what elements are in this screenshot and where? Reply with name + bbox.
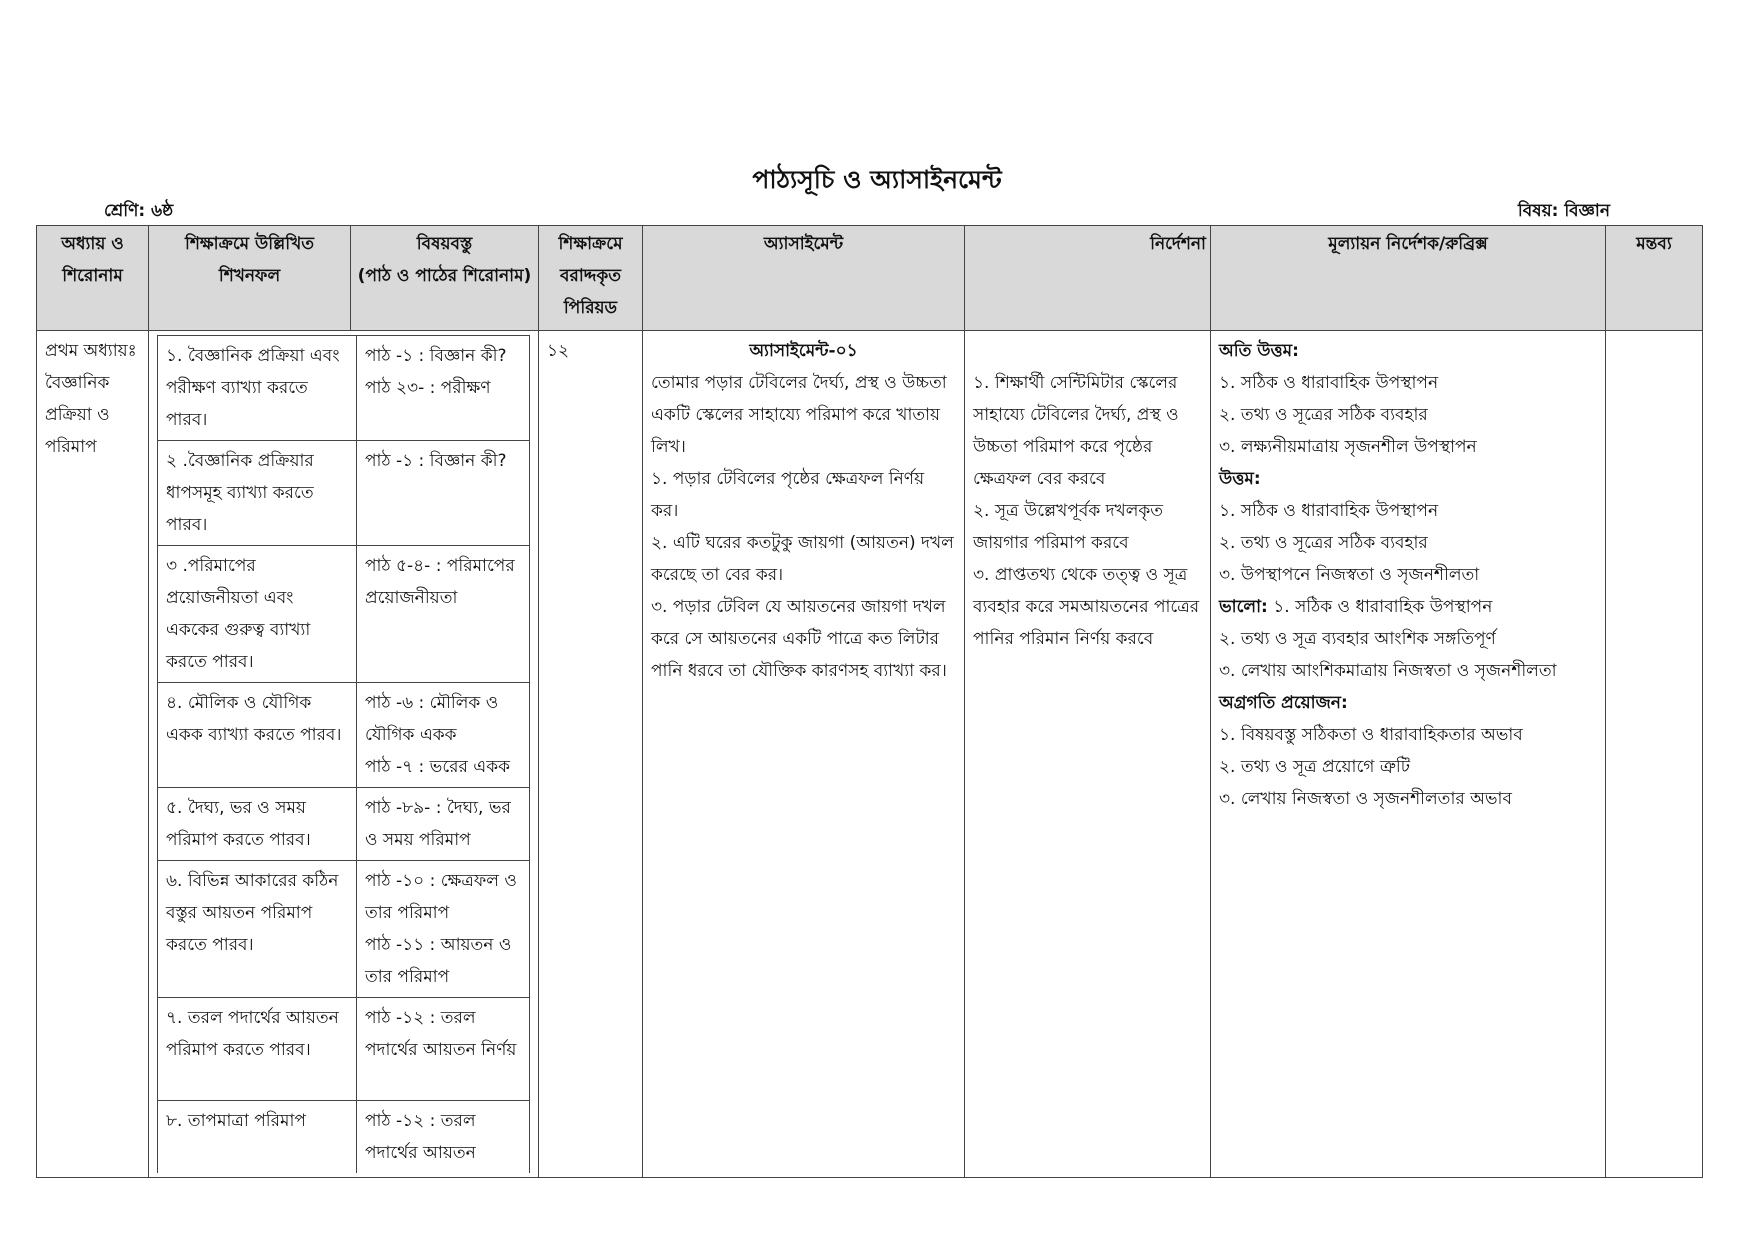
lesson-cell [357,1101,530,1174]
page-title: পাঠ্যসূচি ও অ্যাসাইনমেন্ট [752,165,1002,194]
rubric-excellent-label: অতি উত্তম: [1219,341,1299,361]
lesson-cell [357,788,530,861]
outcome-row [158,336,530,441]
lesson-text: পাঠ -১ : বিজ্ঞান কী? [365,451,507,471]
col-header-content-line2: (পাঠ ও পাঠের শিরোনাম) [357,266,532,286]
lesson-cell [357,998,530,1101]
header-row [37,226,1703,331]
instruction-item: ৩. প্রাপ্ততথ্য থেকে তত্ত্ব ও সূত্র ব্যবহার করে সমআয়তনের পাত্রের পানির পরিমান নির্ণয় করবে [973,565,1200,649]
rubric-needs-label: অগ্রগতি প্রয়োজন: [1219,693,1348,713]
assignment-item: ২. এটি ঘরের কতটুকু জায়গা (আয়তন) দখল করেছে তা বের কর। [651,533,954,585]
outcome-text: ২ .বৈজ্ঞানিক প্রক্রিয়ার ধাপসমূহ ব্যাখ্যা করতে পারব। [158,441,357,546]
col-header-period: শিক্ষাক্রমে বরাদ্দকৃত পিরিয়ড [539,226,643,331]
remarks-cell [1606,331,1703,1178]
rubric-fair-line [1219,591,1597,623]
rubric-item: ৩. লেখায় আংশিকমাত্রায় নিজস্বতা ও সৃজনশীলতা [1219,661,1557,681]
lesson-text: পাঠ ৫-৪- : পরিমাপের প্রয়োজনীয়তা [365,556,515,608]
rubric-item: ২. তথ্য ও সূত্রের সঠিক ব্যবহার [1219,405,1428,425]
lesson-text: পাঠ -১২ : তরল পদার্থের আয়তন [365,1111,476,1163]
outcome-text: ৩ .পরিমাপের প্রয়োজনীয়তা এবং এককের গুরুত্ব ব্যাখ্যা করতে পারব। [158,546,357,683]
outcome-text: ৪. মৌলিক ও যৌগিক একক ব্যাখ্যা করতে পারব। [158,683,357,788]
outcome-row [158,441,530,546]
outcome-text: ৫. দৈঘ্য, ভর ও সময় পরিমাপ করতে পারব। [158,788,357,861]
col-header-rubric: মূল্যায়ন নির্দেশক/রুব্রিক্স [1211,226,1606,331]
outcome-row [158,546,530,683]
lesson-cell [357,546,530,683]
col-header-chapter: অধ্যায় ও শিরোনাম [37,226,149,331]
rubric-good-label: উত্তম: [1219,469,1261,489]
rubric-item: ১. সঠিক ও ধারাবাহিক উপস্থাপন [1219,501,1439,521]
lesson-cell [357,441,530,546]
lesson-cell [357,336,530,441]
outcome-row [158,683,530,788]
lesson-text: পাঠ -৭ : ভরের একক [365,757,511,777]
chapter-cell: প্রথম অধ্যায়ঃ বৈজ্ঞানিক প্রক্রিয়া ও পরিমাপ [37,331,149,1178]
lesson-text: পাঠ -১২ : তরল পদার্থের আয়তন নির্ণয় [365,1008,517,1060]
outcome-text: ৬. বিভিন্ন আকারের কঠিন বস্তুর আয়তন পরিমাপ করতে পারব। [158,861,357,998]
lesson-text: পাঠ -৬ : মৌলিক ও যৌগিক একক [365,693,499,745]
col-header-remarks: মন্তব্য [1606,226,1703,331]
rubric-item: ৩. লক্ষ্যনীয়মাত্রায় সৃজনশীল উপস্থাপন [1219,437,1477,457]
outcome-row [158,998,530,1101]
lesson-cell [357,861,530,998]
rubric-item: ৩. লেখায় নিজস্বতা ও সৃজনশীলতার অভাব [1219,789,1512,809]
rubric-item: ২. তথ্য ও সূত্রের সঠিক ব্যবহার [1219,533,1428,553]
lesson-text: পাঠ -৮৯- : দৈঘ্য, ভর ও সময় পরিমাপ [365,798,511,850]
rubric-fair-label: ভালো: [1219,597,1268,617]
class-label: শ্রেণি: ৬ষ্ঠ [104,201,174,221]
outcome-text: ১. বৈজ্ঞানিক প্রক্রিয়া এবং পরীক্ষণ ব্যাখ্যা করতে পারব। [158,336,357,441]
syllabus-table [36,225,1703,1178]
lesson-text: পাঠ -১ : বিজ্ঞান কী? [365,346,507,366]
outcome-row [158,861,530,998]
lesson-text: পাঠ ২৩- : পরীক্ষণ [365,378,491,398]
rubric-item: ৩. উপস্থাপনে নিজস্বতা ও সৃজনশীলতা [1219,565,1480,585]
outcome-row [158,1101,530,1174]
assignment-item: ১. পড়ার টেবিলের পৃষ্ঠের ক্ষেত্রফল নির্ণয় কর। [651,469,925,521]
rubric-item: ১. সঠিক ও ধারাবাহিক উপস্থাপন [1219,373,1439,393]
col-header-content [351,226,539,331]
rubric-item: ২. তথ্য ও সূত্র প্রয়োগে ত্রুটি [1219,757,1411,777]
lesson-text: পাঠ -১০ : ক্ষেত্রফল ও তার পরিমাপ [365,871,517,923]
rubric-item: ২. তথ্য ও সূত্র ব্যবহার আংশিক সঙ্গতিপূর্ণ [1219,629,1496,649]
table-row [37,331,1703,1178]
col-header-outcome: শিক্ষাক্রমে উল্লিখিত শিখনফল [149,226,351,331]
col-header-content-line1: বিষয়বস্তু [416,234,473,254]
outcome-lesson-table [157,335,530,1173]
subject-label: বিষয়: বিজ্ঞান [1517,201,1610,221]
outcome-text: ৭. তরল পদার্থের আয়তন পরিমাপ করতে পারব। [158,998,357,1101]
assignment-heading: অ্যাসাইমেন্ট-০১ [749,341,858,361]
rubric-cell [1211,331,1606,1178]
lesson-text: পাঠ -১১ : আয়তন ও তার পরিমাপ [365,935,512,987]
col-header-assignment: অ্যাসাইমেন্ট [643,226,965,331]
instruction-item: ২. সূত্র উল্লেখপূর্বক দখলকৃত জায়গার পরিমাপ করবে [973,501,1164,553]
period-cell: ১২ [539,331,643,1178]
lesson-cell [357,683,530,788]
assignment-item: ৩. পড়ার টেবিল যে আয়তনের জায়গা দখল করে সে আয়তনের একটি পাত্রে কত লিটার পানি ধরবে তা যৌক্তিক কারণসহ ব্যাখ্যা কর। [651,597,947,681]
assignment-cell [643,331,965,1178]
outcome-text: ৮. তাপমাত্রা পরিমাপ [158,1101,357,1174]
col-header-instruction: নির্দেশনা [965,226,1211,331]
rubric-item: ১. বিষয়বস্তু সঠিকতা ও ধারাবাহিকতার অভাব [1219,725,1523,745]
instruction-item: ১. শিক্ষার্থী সেন্টিমিটার স্কেলের সাহায্যে টেবিলের দৈর্ঘ্য, প্রস্থ ও উচ্চতা পরিমাপ করে পৃষ্ঠের ক্ষেত্রফল বের করবে [973,373,1179,489]
rubric-item: ১. সঠিক ও ধারাবাহিক উপস্থাপন [1273,597,1493,617]
assignment-intro: তোমার পড়ার টেবিলের দৈর্ঘ্য, প্রস্থ ও উচ্চতা একটি স্কেলের সাহায্যে পরিমাপ করে খাতায় লিখ। [651,373,947,457]
outcomes-cell [149,331,539,1178]
outcome-row [158,788,530,861]
instruction-cell [965,331,1211,1178]
